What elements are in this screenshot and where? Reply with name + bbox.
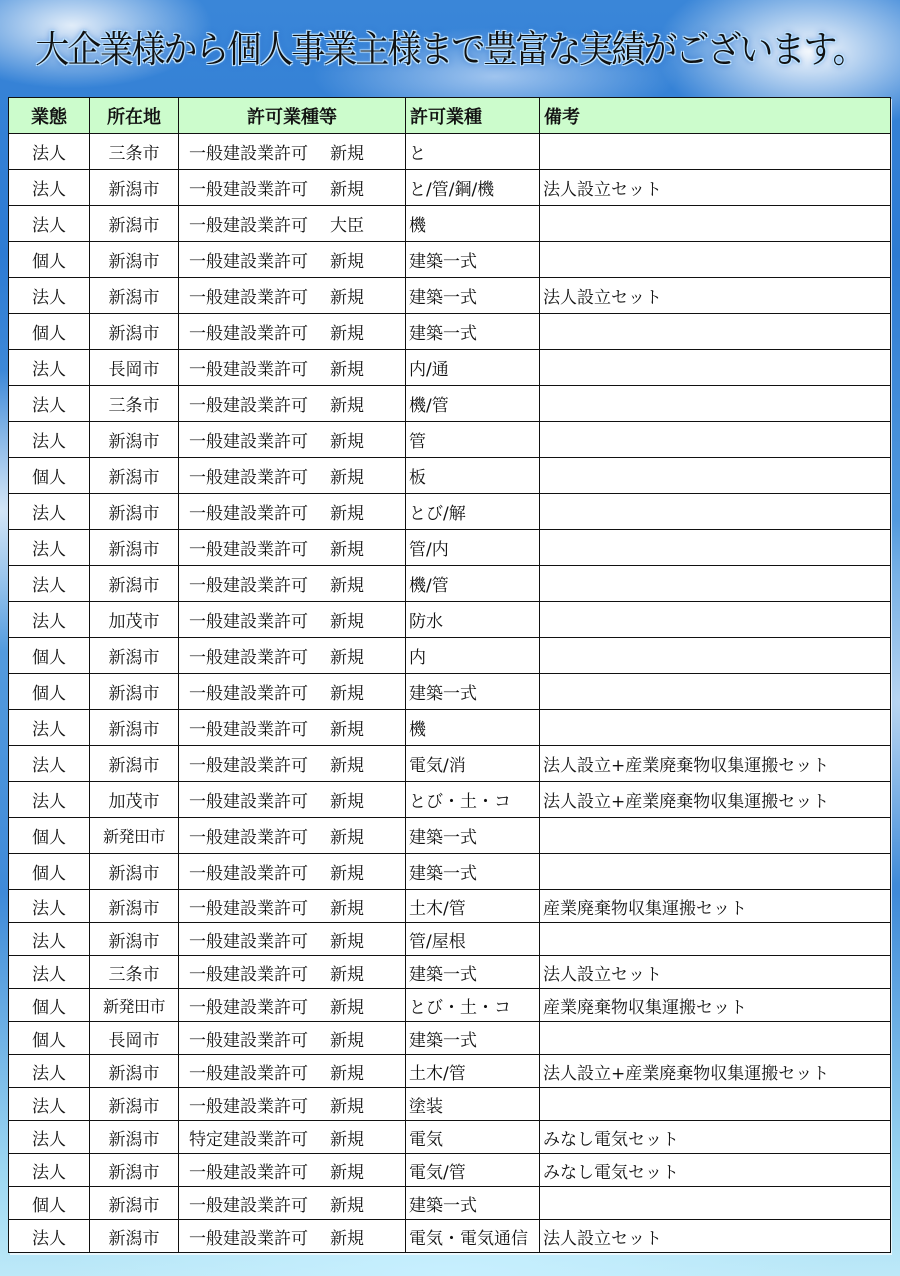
cell-remarks	[540, 386, 891, 422]
cell-permit-industry: 板	[406, 458, 540, 494]
cell-permit-industry: 機/管	[406, 566, 540, 602]
table-row	[9, 458, 891, 494]
cell-location: 新潟市	[90, 1187, 179, 1220]
cell-location: 三条市	[90, 386, 179, 422]
permit-name: 一般建設業許可	[189, 396, 308, 416]
permit-kind: 新規	[330, 360, 364, 380]
cell-permit-industry: 機/管	[406, 386, 540, 422]
cell-remarks: 産業廃棄物収集運搬セット	[540, 989, 891, 1022]
permit-kind: 新規	[330, 468, 364, 488]
cell-remarks	[540, 1088, 891, 1121]
table-row	[9, 422, 891, 458]
permit-name: 一般建設業許可	[189, 684, 308, 704]
table-row	[9, 1154, 891, 1187]
cell-remarks	[540, 494, 891, 530]
permit-kind: 新規	[330, 288, 364, 308]
permit-name: 一般建設業許可	[189, 540, 308, 560]
cell-remarks: みなし電気セット	[540, 1154, 891, 1187]
permit-kind: 新規	[330, 720, 364, 740]
cell-remarks	[540, 602, 891, 638]
permit-kind: 大臣	[330, 216, 364, 236]
permit-kind: 新規	[330, 997, 364, 1018]
table-row	[9, 386, 891, 422]
cell-remarks	[540, 674, 891, 710]
permit-name: 一般建設業許可	[189, 1228, 308, 1249]
permit-kind: 新規	[330, 931, 364, 952]
cell-business-type: 法人	[9, 746, 90, 782]
cell-location: 長岡市	[90, 1022, 179, 1055]
table-row	[9, 710, 891, 746]
cell-permit-category	[179, 854, 406, 890]
cell-permit-category	[179, 170, 406, 206]
cell-location: 新潟市	[90, 674, 179, 710]
cell-permit-category	[179, 1121, 406, 1154]
cell-business-type: 個人	[9, 314, 90, 350]
table-row	[9, 638, 891, 674]
cell-permit-industry: とび・土・コ	[406, 989, 540, 1022]
permit-name: 一般建設業許可	[189, 504, 308, 524]
cell-remarks	[540, 530, 891, 566]
cell-remarks: 法人設立+産業廃棄物収集運搬セット	[540, 1055, 891, 1088]
cell-permit-industry: 建築一式	[406, 1022, 540, 1055]
track-record-table-container	[8, 97, 890, 1253]
cell-permit-industry: 塗装	[406, 1088, 540, 1121]
table-row	[9, 782, 891, 818]
cell-business-type: 法人	[9, 422, 90, 458]
cell-permit-category	[179, 923, 406, 956]
cell-business-type: 個人	[9, 854, 90, 890]
cell-location: 新潟市	[90, 458, 179, 494]
cell-permit-industry: 建築一式	[406, 278, 540, 314]
cell-permit-industry: 土木/管	[406, 1055, 540, 1088]
permit-kind: 新規	[330, 756, 364, 776]
cell-business-type: 個人	[9, 818, 90, 854]
table-row	[9, 674, 891, 710]
permit-name: 一般建設業許可	[189, 864, 308, 884]
cell-permit-industry: 機	[406, 710, 540, 746]
cell-permit-category	[179, 1022, 406, 1055]
cell-business-type: 法人	[9, 350, 90, 386]
cell-location: 新潟市	[90, 890, 179, 923]
cell-business-type: 個人	[9, 674, 90, 710]
cell-permit-category	[179, 278, 406, 314]
cell-remarks	[540, 242, 891, 278]
table-row	[9, 923, 891, 956]
cell-permit-category	[179, 782, 406, 818]
cell-location: 新発田市	[90, 989, 179, 1022]
cell-remarks	[540, 206, 891, 242]
cell-location: 加茂市	[90, 782, 179, 818]
table-row	[9, 494, 891, 530]
permit-name: 一般建設業許可	[189, 612, 308, 632]
track-record-table	[8, 97, 891, 1253]
cell-permit-category	[179, 242, 406, 278]
header-remarks: 備考	[540, 98, 891, 134]
cell-location: 新潟市	[90, 923, 179, 956]
permit-kind: 新規	[330, 144, 364, 164]
permit-name: 特定建設業許可	[189, 1129, 308, 1150]
table-header-row	[9, 98, 891, 134]
cell-remarks: 法人設立セット	[540, 170, 891, 206]
cell-remarks: 法人設立セット	[540, 1220, 891, 1253]
cell-business-type: 個人	[9, 989, 90, 1022]
table-row	[9, 602, 891, 638]
cell-permit-category	[179, 710, 406, 746]
table-row	[9, 314, 891, 350]
cell-business-type: 法人	[9, 602, 90, 638]
cell-permit-category	[179, 134, 406, 170]
permit-kind: 新規	[330, 964, 364, 985]
cell-business-type: 法人	[9, 1055, 90, 1088]
cell-remarks	[540, 566, 891, 602]
cell-permit-category	[179, 386, 406, 422]
cell-permit-industry: と	[406, 134, 540, 170]
cell-permit-category	[179, 989, 406, 1022]
cell-business-type: 法人	[9, 923, 90, 956]
permit-kind: 新規	[330, 792, 364, 812]
cell-permit-industry: 建築一式	[406, 1187, 540, 1220]
cell-business-type: 個人	[9, 1022, 90, 1055]
cell-business-type: 法人	[9, 134, 90, 170]
table-row	[9, 350, 891, 386]
cell-permit-industry: 建築一式	[406, 818, 540, 854]
permit-name: 一般建設業許可	[189, 576, 308, 596]
cell-permit-industry: 内/通	[406, 350, 540, 386]
cell-permit-industry: 電気	[406, 1121, 540, 1154]
permit-name: 一般建設業許可	[189, 828, 308, 848]
table-row	[9, 746, 891, 782]
table-row	[9, 1187, 891, 1220]
cell-permit-category	[179, 314, 406, 350]
permit-name: 一般建設業許可	[189, 360, 308, 380]
table-row	[9, 854, 891, 890]
cell-permit-industry: とび・土・コ	[406, 782, 540, 818]
cell-permit-category	[179, 1187, 406, 1220]
table-row	[9, 170, 891, 206]
cell-permit-industry: 管	[406, 422, 540, 458]
table-row	[9, 530, 891, 566]
cell-remarks	[540, 854, 891, 890]
cell-permit-category	[179, 494, 406, 530]
cell-business-type: 法人	[9, 494, 90, 530]
permit-kind: 新規	[330, 1195, 364, 1216]
table-row	[9, 818, 891, 854]
table-row	[9, 242, 891, 278]
cell-location: 新潟市	[90, 314, 179, 350]
cell-business-type: 法人	[9, 1121, 90, 1154]
cell-business-type: 法人	[9, 1220, 90, 1253]
cell-permit-industry: 管/屋根	[406, 923, 540, 956]
cell-location: 新潟市	[90, 530, 179, 566]
cell-business-type: 法人	[9, 710, 90, 746]
cell-location: 新潟市	[90, 566, 179, 602]
table-row	[9, 989, 891, 1022]
cell-remarks	[540, 458, 891, 494]
cell-business-type: 法人	[9, 170, 90, 206]
cell-business-type: 個人	[9, 638, 90, 674]
permit-name: 一般建設業許可	[189, 180, 308, 200]
cell-permit-industry: 土木/管	[406, 890, 540, 923]
cell-remarks	[540, 638, 891, 674]
cell-business-type: 法人	[9, 278, 90, 314]
cell-remarks	[540, 1187, 891, 1220]
cell-location: 新潟市	[90, 1088, 179, 1121]
permit-kind: 新規	[330, 180, 364, 200]
permit-kind: 新規	[330, 1030, 364, 1051]
cell-business-type: 法人	[9, 386, 90, 422]
cell-remarks	[540, 710, 891, 746]
table-row	[9, 1022, 891, 1055]
cell-remarks: 産業廃棄物収集運搬セット	[540, 890, 891, 923]
cell-permit-category	[179, 818, 406, 854]
cell-permit-industry: 電気・電気通信	[406, 1220, 540, 1253]
cell-location: 新潟市	[90, 422, 179, 458]
cell-business-type: 法人	[9, 566, 90, 602]
table-row	[9, 134, 891, 170]
header-business-type: 業態	[9, 98, 90, 134]
page-title: 大企業様から個人事業主様まで豊富な実績がございます。	[35, 28, 865, 72]
cell-permit-category	[179, 746, 406, 782]
cell-remarks	[540, 1022, 891, 1055]
table-row	[9, 206, 891, 242]
table-row	[9, 956, 891, 989]
cell-permit-category	[179, 1088, 406, 1121]
cell-remarks	[540, 818, 891, 854]
cell-business-type: 個人	[9, 1187, 90, 1220]
permit-name: 一般建設業許可	[189, 1162, 308, 1183]
permit-kind: 新規	[330, 828, 364, 848]
cell-permit-category	[179, 350, 406, 386]
table-body	[9, 134, 891, 1253]
permit-kind: 新規	[330, 1063, 364, 1084]
cell-remarks: みなし電気セット	[540, 1121, 891, 1154]
cell-permit-industry: 建築一式	[406, 242, 540, 278]
table-row	[9, 1121, 891, 1154]
cell-permit-industry: とび/解	[406, 494, 540, 530]
permit-name: 一般建設業許可	[189, 288, 308, 308]
cell-location: 新潟市	[90, 278, 179, 314]
permit-name: 一般建設業許可	[189, 997, 308, 1018]
cell-location: 新潟市	[90, 242, 179, 278]
cell-permit-category	[179, 956, 406, 989]
cell-remarks	[540, 422, 891, 458]
permit-name: 一般建設業許可	[189, 468, 308, 488]
permit-kind: 新規	[330, 898, 364, 919]
cell-remarks	[540, 314, 891, 350]
permit-kind: 新規	[330, 432, 364, 452]
permit-name: 一般建設業許可	[189, 432, 308, 452]
permit-name: 一般建設業許可	[189, 756, 308, 776]
cell-remarks: 法人設立セット	[540, 278, 891, 314]
cell-permit-industry: 管/内	[406, 530, 540, 566]
cell-permit-industry: 建築一式	[406, 314, 540, 350]
permit-name: 一般建設業許可	[189, 931, 308, 952]
permit-kind: 新規	[330, 324, 364, 344]
permit-kind: 新規	[330, 648, 364, 668]
cell-permit-industry: 防水	[406, 602, 540, 638]
cell-business-type: 法人	[9, 1088, 90, 1121]
cell-permit-category	[179, 1055, 406, 1088]
permit-name: 一般建設業許可	[189, 144, 308, 164]
table-row	[9, 890, 891, 923]
permit-name: 一般建設業許可	[189, 1195, 308, 1216]
permit-kind: 新規	[330, 396, 364, 416]
cell-remarks	[540, 134, 891, 170]
cell-remarks: 法人設立+産業廃棄物収集運搬セット	[540, 782, 891, 818]
cell-location: 新潟市	[90, 710, 179, 746]
cell-business-type: 個人	[9, 458, 90, 494]
cell-location: 新潟市	[90, 1220, 179, 1253]
permit-kind: 新規	[330, 1228, 364, 1249]
cell-business-type: 法人	[9, 782, 90, 818]
cell-permit-category	[179, 530, 406, 566]
cell-permit-category	[179, 206, 406, 242]
permit-kind: 新規	[330, 1129, 364, 1150]
cell-permit-category	[179, 638, 406, 674]
cell-location: 新発田市	[90, 818, 179, 854]
cell-permit-industry: 建築一式	[406, 956, 540, 989]
cell-permit-category	[179, 1220, 406, 1253]
permit-kind: 新規	[330, 684, 364, 704]
permit-name: 一般建設業許可	[189, 964, 308, 985]
cell-permit-category	[179, 890, 406, 923]
permit-name: 一般建設業許可	[189, 720, 308, 740]
permit-kind: 新規	[330, 1162, 364, 1183]
table-row	[9, 1088, 891, 1121]
permit-name: 一般建設業許可	[189, 216, 308, 236]
cell-location: 新潟市	[90, 1055, 179, 1088]
cell-permit-industry: 電気/消	[406, 746, 540, 782]
header-location: 所在地	[90, 98, 179, 134]
cell-permit-category	[179, 566, 406, 602]
cell-location: 新潟市	[90, 1154, 179, 1187]
permit-kind: 新規	[330, 612, 364, 632]
cell-location: 新潟市	[90, 746, 179, 782]
cell-permit-category	[179, 458, 406, 494]
cell-permit-industry: 内	[406, 638, 540, 674]
cell-location: 新潟市	[90, 1121, 179, 1154]
cell-permit-industry: と/管/鋼/機	[406, 170, 540, 206]
permit-kind: 新規	[330, 864, 364, 884]
permit-name: 一般建設業許可	[189, 648, 308, 668]
cell-business-type: 法人	[9, 890, 90, 923]
permit-kind: 新規	[330, 1096, 364, 1117]
cell-remarks	[540, 923, 891, 956]
permit-kind: 新規	[330, 252, 364, 272]
cell-location: 三条市	[90, 956, 179, 989]
cell-permit-industry: 建築一式	[406, 854, 540, 890]
header-permit-industry: 許可業種	[406, 98, 540, 134]
table-row	[9, 1055, 891, 1088]
cell-remarks: 法人設立+産業廃棄物収集運搬セット	[540, 746, 891, 782]
header-permit-category: 許可業種等	[179, 98, 406, 134]
permit-name: 一般建設業許可	[189, 1030, 308, 1051]
cell-location: 新潟市	[90, 206, 179, 242]
cell-location: 新潟市	[90, 494, 179, 530]
cell-remarks	[540, 350, 891, 386]
cell-permit-industry: 機	[406, 206, 540, 242]
cell-location: 長岡市	[90, 350, 179, 386]
cell-permit-category	[179, 674, 406, 710]
permit-name: 一般建設業許可	[189, 1096, 308, 1117]
permit-name: 一般建設業許可	[189, 898, 308, 919]
cell-permit-industry: 電気/管	[406, 1154, 540, 1187]
cell-business-type: 法人	[9, 530, 90, 566]
permit-kind: 新規	[330, 504, 364, 524]
permit-name: 一般建設業許可	[189, 1063, 308, 1084]
cell-business-type: 個人	[9, 242, 90, 278]
cell-permit-category	[179, 602, 406, 638]
cell-permit-category	[179, 422, 406, 458]
permit-name: 一般建設業許可	[189, 252, 308, 272]
cell-location: 新潟市	[90, 638, 179, 674]
cell-permit-industry: 建築一式	[406, 674, 540, 710]
cell-permit-category	[179, 1154, 406, 1187]
cell-location: 新潟市	[90, 170, 179, 206]
permit-kind: 新規	[330, 540, 364, 560]
permit-name: 一般建設業許可	[189, 324, 308, 344]
table-row	[9, 278, 891, 314]
cell-business-type: 法人	[9, 206, 90, 242]
cell-location: 新潟市	[90, 854, 179, 890]
table-row	[9, 1220, 891, 1253]
permit-kind: 新規	[330, 576, 364, 596]
cell-business-type: 法人	[9, 956, 90, 989]
permit-name: 一般建設業許可	[189, 792, 308, 812]
table-row	[9, 566, 891, 602]
cell-business-type: 法人	[9, 1154, 90, 1187]
cell-location: 三条市	[90, 134, 179, 170]
cell-remarks: 法人設立セット	[540, 956, 891, 989]
cell-location: 加茂市	[90, 602, 179, 638]
